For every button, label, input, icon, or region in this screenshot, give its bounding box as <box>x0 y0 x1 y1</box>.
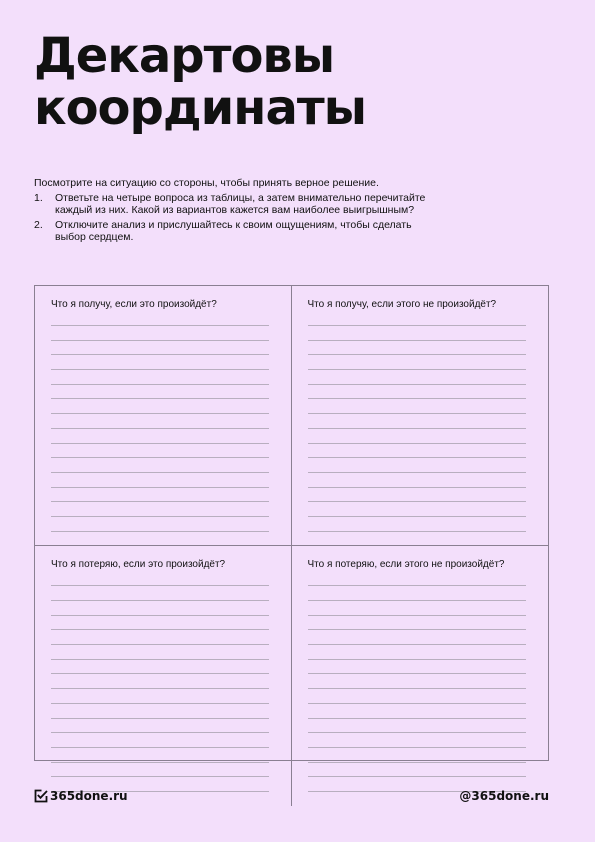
writing-line <box>51 688 269 689</box>
writing-line <box>308 413 526 414</box>
writing-line <box>308 615 526 616</box>
writing-line <box>51 732 269 733</box>
page-title <box>34 30 366 134</box>
writing-line <box>51 354 269 355</box>
writing-line <box>51 516 269 517</box>
writing-lines[interactable] <box>308 325 526 532</box>
writing-line <box>308 762 526 763</box>
writing-line <box>51 487 269 488</box>
writing-line <box>308 688 526 689</box>
quadrant-lose-if-not-happens <box>292 546 549 805</box>
writing-line <box>308 516 526 517</box>
writing-line <box>308 487 526 488</box>
writing-line <box>308 673 526 674</box>
writing-line <box>308 457 526 458</box>
writing-line <box>308 428 526 429</box>
page-title-line-1: Декартовы <box>34 28 335 84</box>
checkbox-icon <box>34 789 48 803</box>
writing-line <box>51 428 269 429</box>
instructions-lead: Посмотрите на ситуацию со стороны, чтобы принять верное решение. <box>34 177 379 189</box>
writing-line <box>51 531 269 532</box>
quadrant-question: Что я получу, если это произойдёт? <box>51 299 217 310</box>
writing-line <box>51 762 269 763</box>
writing-line <box>308 776 526 777</box>
writing-line <box>51 585 269 586</box>
step-number: 1. <box>34 192 43 204</box>
writing-line <box>51 369 269 370</box>
writing-line <box>51 413 269 414</box>
writing-line <box>308 585 526 586</box>
quadrant-question: Что я получу, если этого не произойдёт? <box>307 299 497 310</box>
writing-line <box>308 718 526 719</box>
writing-line <box>51 384 269 385</box>
writing-line <box>308 659 526 660</box>
step-text: Ответьте на четыре вопроса из таблицы, а затем внимательно перечитайте каждый из них. Какой из вариантов кажется вам наиболее выигрышным? <box>55 192 426 216</box>
writing-line <box>51 457 269 458</box>
writing-line <box>308 600 526 601</box>
writing-line <box>308 354 526 355</box>
footer-handle[interactable]: @365done.ru <box>459 789 549 803</box>
quadrant-lose-if-happens <box>35 546 292 805</box>
writing-line <box>51 615 269 616</box>
writing-line <box>51 600 269 601</box>
writing-line <box>51 472 269 473</box>
step-text: Отключите анализ и прислушайтесь к своим ощущениям, чтобы сделать выбор сердцем. <box>55 219 412 243</box>
quadrant-gain-if-happens <box>35 286 292 546</box>
instructions-steps <box>34 192 434 243</box>
writing-line <box>51 340 269 341</box>
step-number: 2. <box>34 219 43 231</box>
writing-line <box>51 673 269 674</box>
writing-line <box>51 659 269 660</box>
writing-line <box>308 325 526 326</box>
instruction-step <box>34 219 434 243</box>
writing-line <box>51 501 269 502</box>
writing-line <box>308 384 526 385</box>
writing-lines[interactable] <box>51 325 269 532</box>
writing-line <box>51 776 269 777</box>
quadrant-gain-if-not-happens <box>292 286 549 546</box>
instruction-step <box>34 192 434 216</box>
page-title-line-2: координаты <box>34 80 367 136</box>
writing-line <box>51 747 269 748</box>
quadrant-question: Что я потеряю, если это произойдёт? <box>51 559 226 571</box>
instructions <box>34 177 434 246</box>
writing-line <box>308 398 526 399</box>
writing-line <box>308 732 526 733</box>
writing-line <box>308 501 526 502</box>
writing-line <box>51 644 269 645</box>
writing-line <box>51 703 269 704</box>
writing-line <box>308 369 526 370</box>
writing-line <box>308 472 526 473</box>
writing-lines[interactable] <box>51 585 269 792</box>
writing-line <box>51 398 269 399</box>
writing-line <box>308 629 526 630</box>
writing-line <box>308 644 526 645</box>
writing-line <box>308 703 526 704</box>
quadrant-question: Что я потеряю, если этого не произойдёт? <box>307 559 505 571</box>
writing-line <box>51 325 269 326</box>
writing-line <box>51 443 269 444</box>
writing-line <box>308 443 526 444</box>
decision-grid <box>34 285 549 761</box>
footer-brand[interactable] <box>34 789 128 803</box>
footer-brand-text: 365done.ru <box>50 789 128 803</box>
writing-lines[interactable] <box>308 585 526 792</box>
writing-line <box>308 340 526 341</box>
writing-line <box>308 747 526 748</box>
writing-line <box>51 718 269 719</box>
writing-line <box>308 531 526 532</box>
writing-line <box>51 629 269 630</box>
